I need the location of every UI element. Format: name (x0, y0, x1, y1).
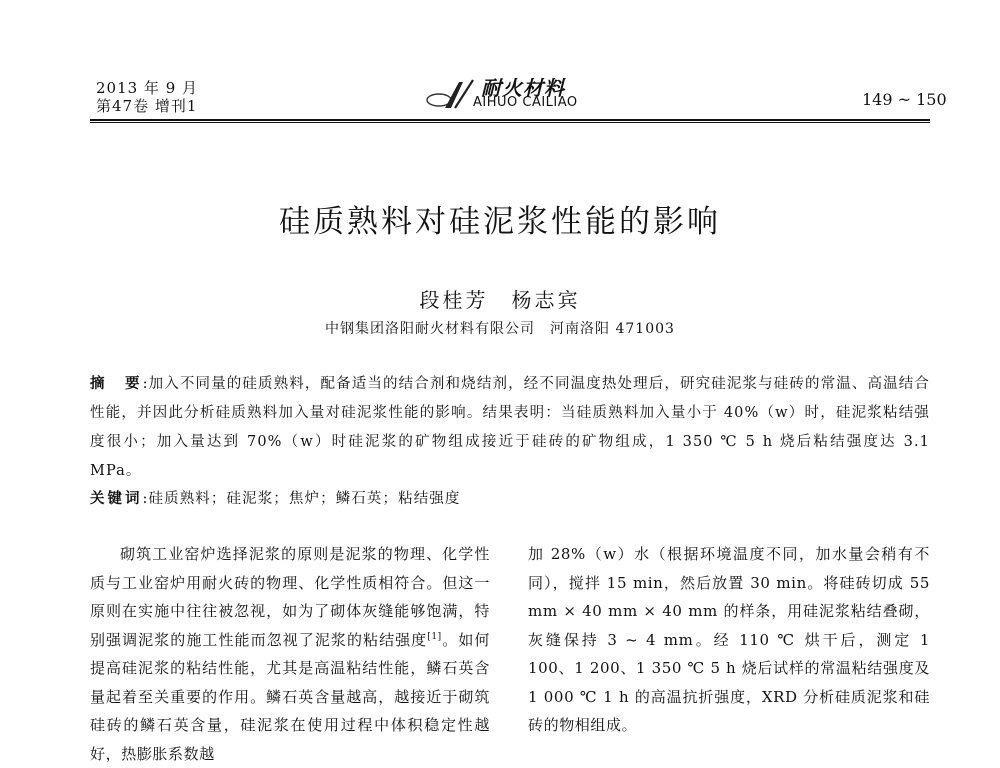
paper-title: 硅质熟料对硅泥浆性能的影响 (279, 204, 721, 240)
body-column-right (528, 540, 930, 740)
body-right-text: 加 28%（w）水（根据环境温度不同，加水量会稍有不同），搅拌 15 min，然后放置 30 min。将硅砖切成 55 mm × 40 mm × 40 mm 的样条，用硅泥浆粘结叠砌，灰缝保持 3 ~ 4 mm。经 110 ℃ 烘干后，测定 1 100、1 200、1 350 ℃ 5 h 烧后试样的常温粘结强度及 1 000 ℃ 1 h 的高温抗折强度，XRD 分析硅质泥浆和硅砖的物相组成。 (528, 545, 930, 734)
affiliation: 中钢集团洛阳耐火材料有限公司 河南洛阳 471003 (325, 321, 675, 337)
keywords-label: 关键词 (90, 491, 143, 507)
abstract-text: 加入不同量的硅质熟料，配备适当的结合剂和烧结剂，经不同温度热处理后，研究硅泥浆与硅砖的常温、高温结合性能，并因此分析硅质熟料加入量对硅泥浆性能的影响。结果表明：当硅质熟料加入量小于 40%（w）时，硅泥浆粘结强度很小；加入量达到 70%（w）时硅泥浆的矿物组成接近于硅砖的矿物组成，1 350 ℃ 5 h 烧后粘结强度达 3.1 MPa。 (90, 376, 931, 479)
abstract: 摘 要:加入不同量的硅质熟料，配备适当的结合剂和烧结剂，经不同温度热处理后，研究硅泥浆与硅砖的常温、高温结合性能，并因此分析硅质熟料加入量对硅泥浆性能的影响。结果表明：当硅质熟料加入量小于 40%（w）时，硅泥浆粘结强度很小；加入量达到 70%（w）时硅泥浆的矿物组成接近于硅砖的矿物组成，1 350 ℃ 5 h 烧后粘结强度达 3.1 MPa。 (90, 376, 931, 479)
logo-chinese-text: 耐火材料 (481, 76, 565, 100)
page-range: 149 ~ 150 (862, 90, 947, 109)
abstract-label: 摘 要 (90, 376, 143, 392)
body-left-text-2: 。如何提高硅泥浆的粘结性能，尤其是高温粘结性能，鳞石英含量起着至关重要的作用。鳞石英含量越高，越接近于砌筑硅砖的鳞石英含量，硅泥浆在使用过程中体积稳定性越好，热膨胀系数越 (90, 630, 490, 763)
journal-volume: 第47卷 增刊1 (96, 97, 198, 115)
header-rule (90, 119, 930, 121)
body-column-left (90, 540, 490, 768)
keywords: 关键词:硅质熟料；硅泥浆；焦炉；鳞石英；粘结强度 (90, 491, 461, 507)
journal-logo (425, 72, 595, 116)
journal-date: 2013 年 9 月 (96, 79, 199, 97)
authors: 段桂芳 杨志宾 (419, 288, 581, 312)
reference-mark: [1] (427, 631, 442, 642)
body-left-text-1: 砌筑工业窑炉选择泥浆的原则是泥浆的物理、化学性质与工业窑炉用耐火砖的物理、化学性质相符合。但这一原则在实施中往往被忽视，如为了砌体灰缝能够饱满，特别强调泥浆的施工性能而忽视了泥浆的粘结强度 (90, 545, 490, 649)
keywords-text: 硅质熟料；硅泥浆；焦炉；鳞石英；粘结强度 (148, 491, 461, 507)
header-rule-thin (90, 122, 930, 123)
logo-english-text: AIHUO CAILIAO (473, 95, 578, 110)
